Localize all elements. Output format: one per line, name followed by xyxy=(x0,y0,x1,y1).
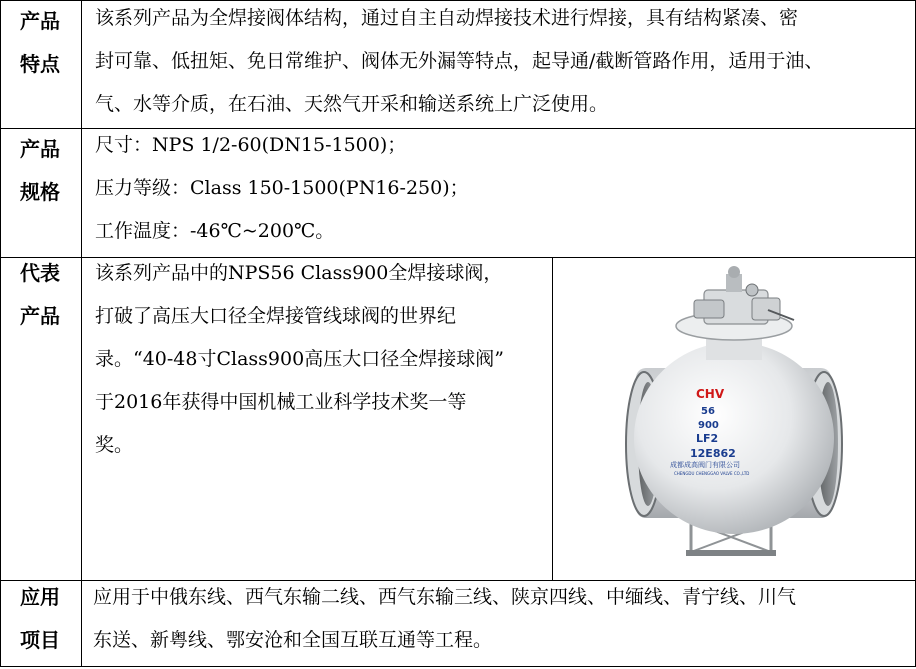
material-marking: LF2 xyxy=(696,432,719,445)
ball-valve-illustration xyxy=(556,260,911,578)
serial-marking: 12E862 xyxy=(690,447,736,460)
text-line: 封可靠、低扭矩、免日常维护、阀体无外漏等特点，起导通/截断管路作用，适用于油、 xyxy=(95,50,824,72)
row-label-representative xyxy=(0,252,80,338)
label-line: 项目 xyxy=(20,628,60,652)
text-line: 气、水等介质，在石油、天然气开采和输送系统上广泛使用。 xyxy=(95,93,609,115)
class-marking: 900 xyxy=(698,420,719,431)
text-line: 打破了高压大口径全焊接管线球阀的世界纪 xyxy=(95,305,457,327)
maker-en-marking: CHENGDU CHENGGAO VALVE CO.,LTD xyxy=(674,471,750,476)
text-line: 该系列产品为全焊接阀体结构，通过自主自动焊接技术进行焊接，具有结构紧凑、密 xyxy=(95,7,799,29)
image-cell-divider xyxy=(552,257,553,580)
text-line: 录。“40-48寸Class900高压大口径全焊接球阀” xyxy=(95,348,504,370)
text-line: 尺寸：NPS 1/2-60(DN15-1500)； xyxy=(95,134,407,156)
size-marking: 56 xyxy=(701,406,715,417)
label-line: 产品 xyxy=(20,9,60,33)
representative-text xyxy=(95,252,504,467)
text-line: 东送、新粤线、鄂安沧和全国互联互通等工程。 xyxy=(93,629,493,651)
text-line: 工作温度：-46℃~200℃。 xyxy=(95,220,335,242)
text-line: 应用于中俄东线、西气东输二线、西气东输三线、陕京四线、中缅线、青宁线、川气 xyxy=(93,586,797,608)
ball-valve-image xyxy=(556,260,911,578)
table-border-bottom xyxy=(0,666,916,667)
text-line: 该系列产品中的NPS56 Class900全焊接球阀， xyxy=(95,262,503,284)
text-line: 于2016年获得中国机械工业科学技术奖一等 xyxy=(95,391,467,413)
label-line: 产品 xyxy=(20,304,60,328)
applications-text xyxy=(93,576,796,662)
label-line: 产品 xyxy=(20,137,60,161)
label-line: 应用 xyxy=(20,585,60,609)
maker-cn-marking: 成都成高阀门有限公司 xyxy=(670,461,740,469)
label-line: 代表 xyxy=(20,261,60,285)
specs-text xyxy=(95,124,469,253)
text-line: 奖。 xyxy=(95,434,134,456)
row-label-applications xyxy=(0,576,80,662)
features-text xyxy=(95,0,823,126)
column-divider xyxy=(81,0,82,667)
brand-marking: CHV xyxy=(696,387,725,401)
label-line: 特点 xyxy=(20,52,60,76)
row-label-features xyxy=(0,0,80,86)
row-label-specs xyxy=(0,128,80,214)
label-line: 规格 xyxy=(20,180,60,204)
text-line: 压力等级：Class 150-1500(PN16-250)； xyxy=(95,177,469,199)
